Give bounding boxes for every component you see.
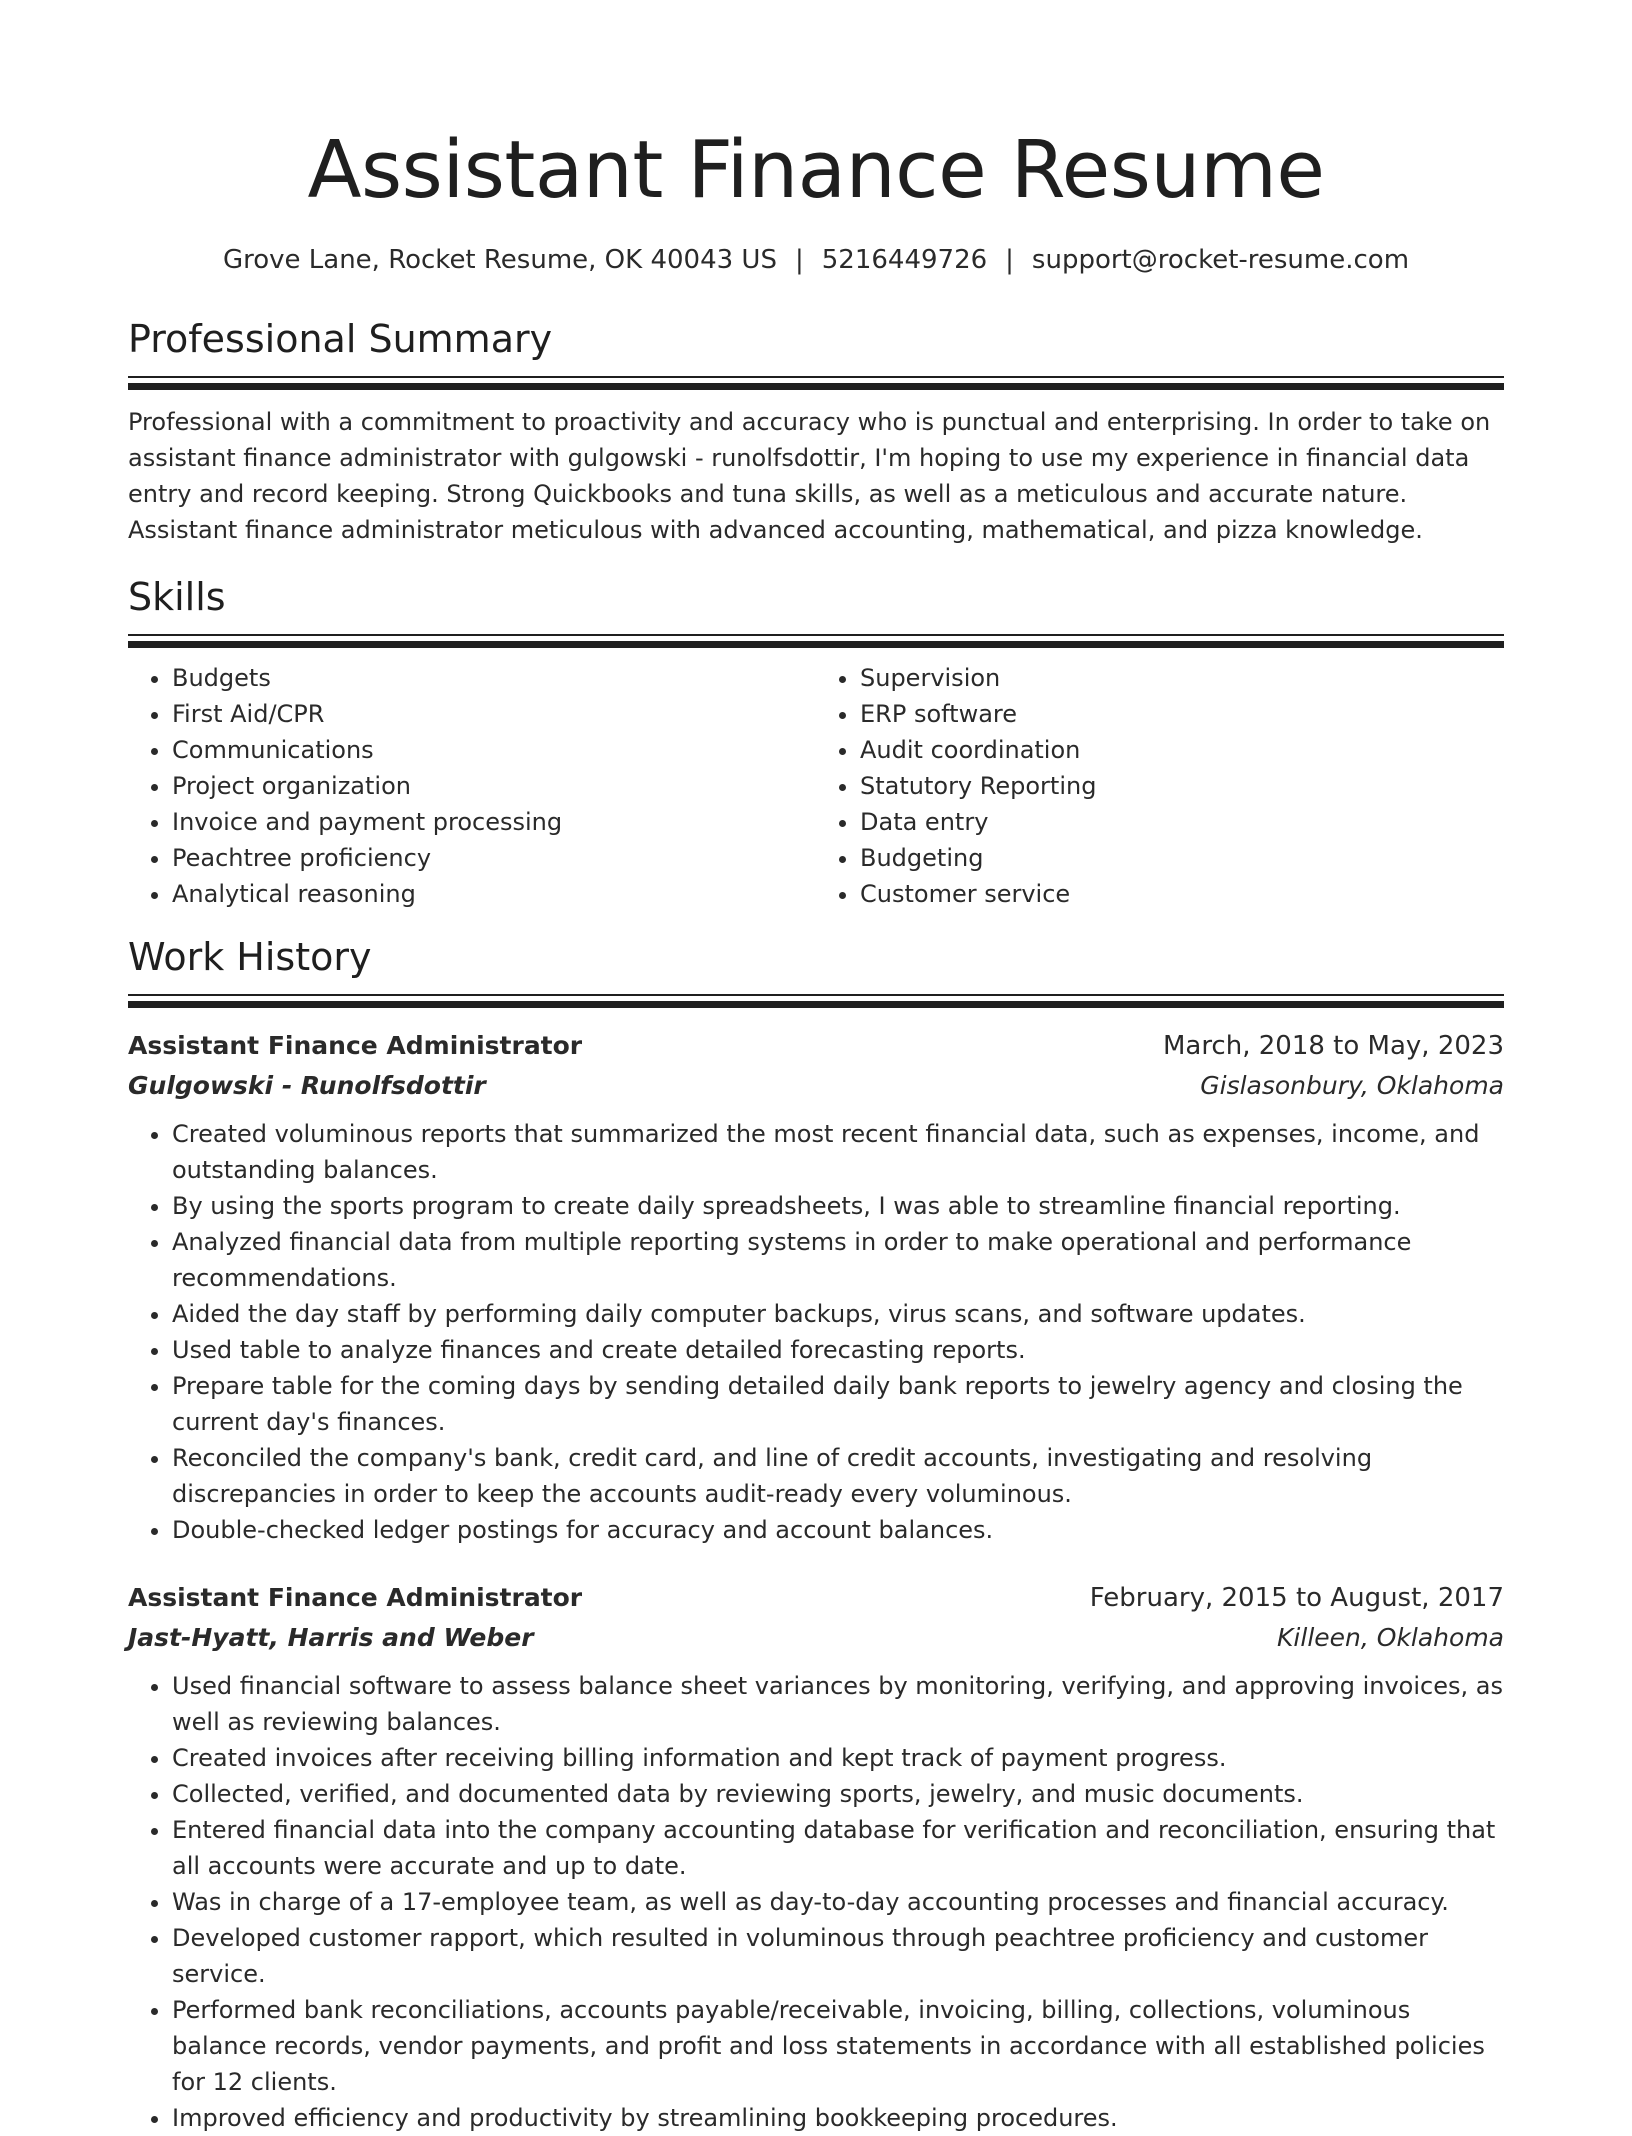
job-bullet: • Improved efficiency and productivity by streamlining bookkeeping procedures. [172,2100,1504,2136]
skill-item: • Supervision [860,660,1504,696]
contact-separator: | [1005,245,1014,275]
resume-title: Assistant Finance Resume [307,124,1325,216]
job-bullets [128,1668,1504,2136]
job-company: Jast-Hyatt, Harris and Weber [128,1623,534,1652]
job-bullet: • Created invoices after receiving billing information and kept track of payment progress. [172,1740,1504,1776]
job-title: Assistant Finance Administrator [128,1031,583,1060]
job-bullets [128,1116,1504,1548]
job-bullet: • Created voluminous reports that summarized the most recent financial data, such as expenses, income, and outstanding balances. [172,1116,1504,1188]
summary-text: Professional with a commitment to proactivity and accuracy who is punctual and enterprising. In order to take on assistant finance administrator with gulgowski - runolfsdottir, I'm hoping to use my experience in financial data entry and record keeping. Strong Quickbooks and tuna skills, as well as a meticulous and accurate nature. Assistant finance administrator meticulous with advanced accounting, mathematical, and pizza knowledge. [128,408,1491,544]
skill-item: • Project organization [172,768,816,804]
contact-separator: | [794,245,804,275]
job-bullet: • Developed customer rapport, which resulted in voluminous through peachtree proficiency and customer service. [172,1920,1504,1992]
skill-item: • Communications [172,732,816,768]
job-bullet: • Was in charge of a 17-employee team, as well as day-to-day accounting processes and financial accuracy. [172,1884,1504,1920]
job-bullet: • By using the sports program to create daily spreadsheets, I was able to streamline financial reporting. [172,1188,1504,1224]
contact-address: Grove Lane, Rocket Resume, OK 40043 US [222,245,777,275]
job-bullet: • Used table to analyze finances and create detailed forecasting reports. [172,1332,1504,1368]
job-bullet: • Used financial software to assess balance sheet variances by monitoring, verifying, and approving invoices, as well as reviewing balances. [172,1668,1504,1740]
section-divider [128,634,1504,648]
job-title: Assistant Finance Administrator [128,1583,583,1612]
job-bullet: • Collected, verified, and documented data by reviewing sports, jewelry, and music documents. [172,1776,1504,1812]
contact-line [128,242,1504,278]
job-company: Gulgowski - Runolfsdottir [128,1071,486,1100]
work-history-section [128,932,1504,2136]
job-bullet: • Double-checked ledger postings for accuracy and account balances. [172,1512,1504,1548]
skills-column-left [128,660,816,912]
job-bullet: • Reconciled the company's bank, credit card, and line of credit accounts, investigating and resolving discrepancies in order to keep the accounts audit-ready every voluminous. [172,1440,1504,1512]
skill-item: • Peachtree proficiency [172,840,816,876]
job-company-row [128,1066,1504,1106]
professional-summary-section [128,314,1504,548]
skills-section [128,572,1504,912]
job-dates: March, 2018 to May, 2023 [1162,1031,1504,1061]
job-bullet: • Prepare table for the coming days by sending detailed daily bank reports to jewelry agency and closing the current day's finances. [172,1368,1504,1440]
section-heading: Skills [128,575,226,619]
section-divider [128,376,1504,390]
job-header-row [128,1026,1504,1066]
skill-item: • First Aid/CPR [172,696,816,732]
job-location: Gislasonbury, Oklahoma [1200,1071,1504,1100]
contact-email: support@rocket-resume.com [1031,245,1410,275]
section-heading: Professional Summary [128,317,553,361]
job-dates: February, 2015 to August, 2017 [1089,1583,1504,1613]
job-company-row [128,1618,1504,1658]
skill-item: • Audit coordination [860,732,1504,768]
skills-columns [128,660,1504,912]
job-location: Killeen, Oklahoma [1277,1623,1504,1652]
contact-phone: 5216449726 [821,245,988,275]
section-heading: Work History [128,935,372,979]
skills-column-right [816,660,1504,912]
job-bullet: • Aided the day staff by performing daily computer backups, virus scans, and software updates. [172,1296,1504,1332]
section-divider [128,994,1504,1008]
skill-item: • Customer service [860,876,1504,912]
skill-item: • Data entry [860,804,1504,840]
job-bullet: • Entered financial data into the company accounting database for verification and reconciliation, ensuring that all accounts were accurate and up to date. [172,1812,1504,1884]
job-header-row [128,1578,1504,1618]
skill-item: • ERP software [860,696,1504,732]
skill-item: • Invoice and payment processing [172,804,816,840]
job-entry [128,1026,1504,1548]
skill-item: • Budgets [172,660,816,696]
skill-item: • Budgeting [860,840,1504,876]
job-entry [128,1578,1504,2136]
skill-item: • Analytical reasoning [172,876,816,912]
job-bullet: • Performed bank reconciliations, accounts payable/receivable, invoicing, billing, collections, voluminous balance records, vendor payments, and profit and loss statements in accordance with all established policies for 12 clients. [172,1992,1504,2100]
job-bullet: • Analyzed financial data from multiple reporting systems in order to make operational and performance recommendations. [172,1224,1504,1296]
skill-item: • Statutory Reporting [860,768,1504,804]
